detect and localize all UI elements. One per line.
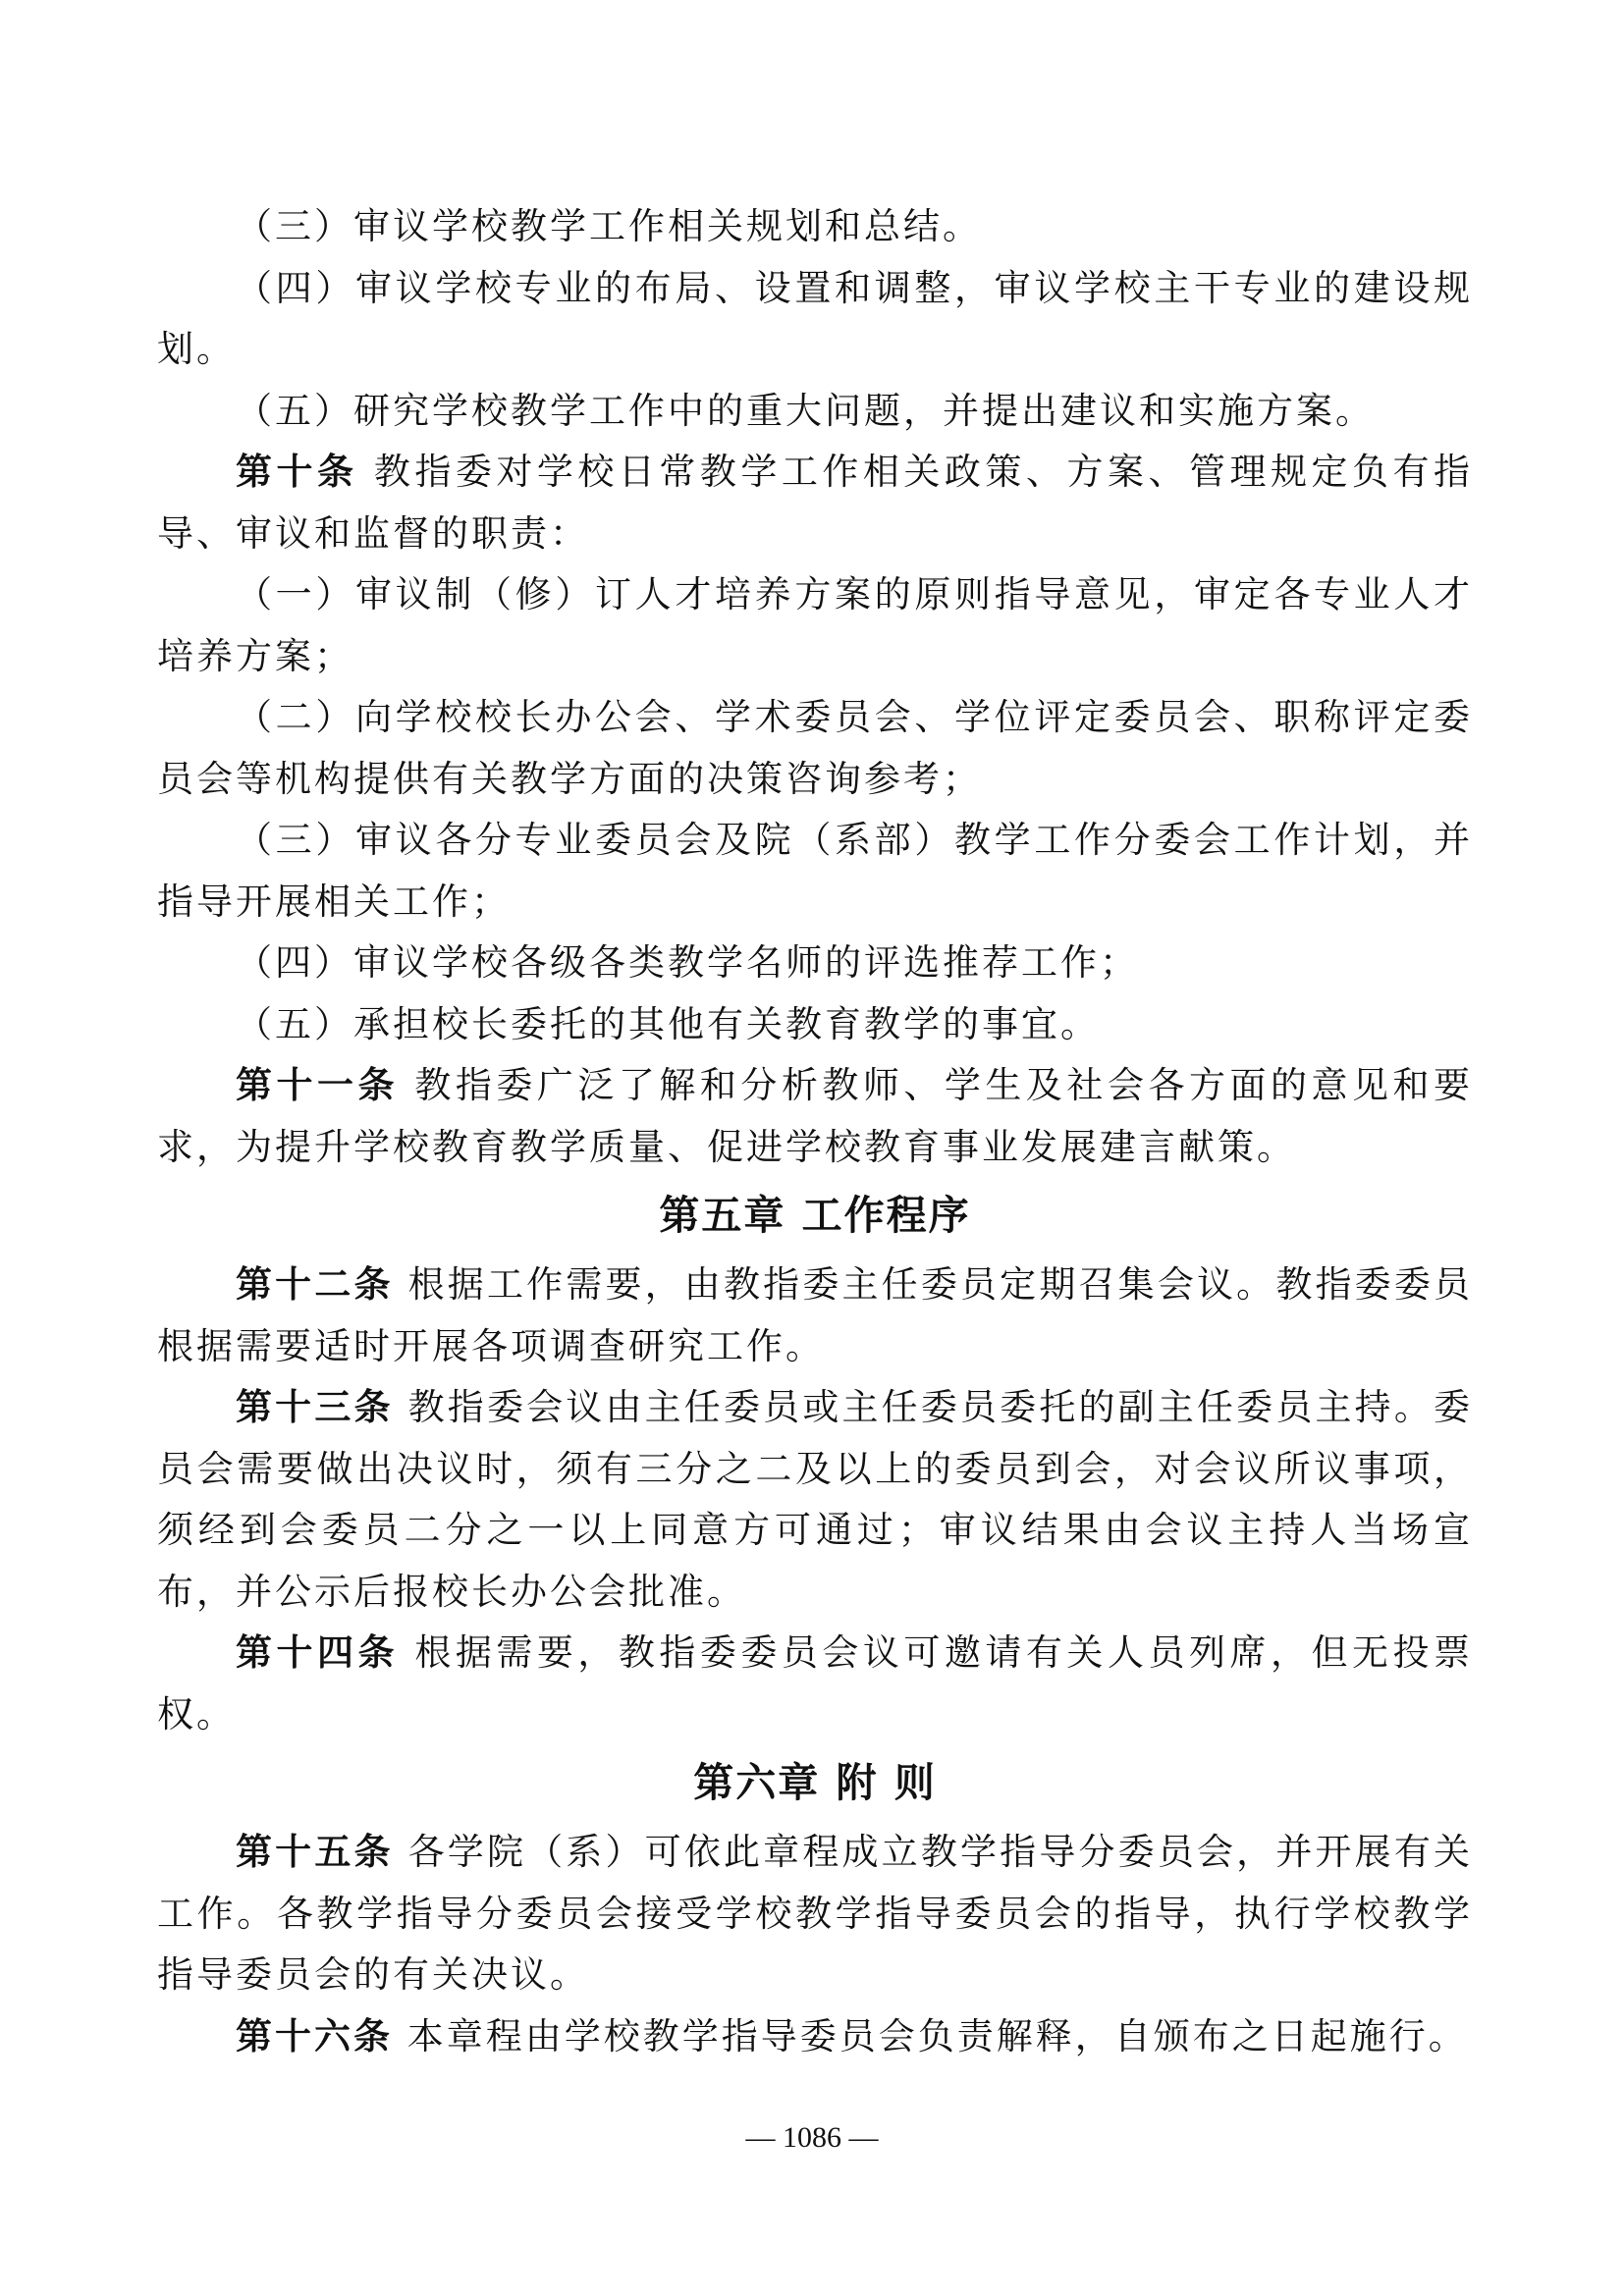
paragraph: （四）审议学校各级各类教学名师的评选推荐工作； <box>236 941 1139 984</box>
article-number: 第十五条 <box>236 1831 394 1873</box>
paragraph: （二）向学校校长办公会、学术委员会、学位评定委员会、职称评定委员会等机构提供有关教学方面的决策咨询参考； <box>157 696 1473 800</box>
paragraph: （五）承担校长委托的其他有关教育教学的事宜。 <box>236 1002 1100 1045</box>
article-14: 第十四条 根据需要，教指委委员会议可邀请有关人员列席，但无投票权。 <box>157 1631 1474 1735</box>
paragraph: （一）审议制（修）订人才培养方案的原则指导意见，审定各专业人才培养方案； <box>157 573 1473 677</box>
page-number: — 1086 — <box>745 2121 879 2154</box>
document-body <box>157 196 1473 2067</box>
article-15: 第十五条 各学院（系）可依此章程成立教学指导分委员会，并开展有关工作。各教学指导分委员会接受学校教学指导委员会的指导，执行学校教学指导委员会的有关决议。 <box>157 1831 1474 1996</box>
article-number: 第十一条 <box>236 1064 400 1106</box>
paragraph: （四）审议学校专业的布局、设置和调整，审议学校主干专业的建设规划。 <box>157 266 1473 370</box>
paragraph: （三）审议学校教学工作相关规划和总结。 <box>236 205 982 247</box>
chapter-heading: 第五章 工作程序 <box>659 1192 971 1239</box>
article-number: 第十六条 <box>236 2014 393 2057</box>
chapter-heading: 第六章 附 则 <box>693 1759 937 1806</box>
paragraph: （五）研究学校教学工作中的重大问题，并提出建议和实施方案。 <box>236 389 1375 432</box>
article-10: 第十条 教指委对学校日常教学工作相关政策、方案、管理规定负有指导、审议和监督的职责： <box>157 451 1474 555</box>
article-11: 第十一条 教指委广泛了解和分析教师、学生及社会各方面的意见和要求，为提升学校教育教学质量、促进学校教育事业发展建言献策。 <box>157 1064 1474 1168</box>
article-16: 第十六条 本章程由学校教学指导委员会负责解释，自颁布之日起施行。 <box>236 2014 1468 2057</box>
article-number: 第十三条 <box>236 1386 394 1428</box>
article-number: 第十四条 <box>236 1631 400 1674</box>
article-12: 第十二条 根据工作需要，由教指委主任委员定期召集会议。教指委委员根据需要适时开展各项调查研究工作。 <box>157 1263 1474 1367</box>
paragraph: （三）审议各分专业委员会及院（系部）教学工作分委会工作计划，并指导开展相关工作； <box>157 819 1473 923</box>
article-13: 第十三条 教指委会议由主任委员或主任委员委托的副主任委员主持。委员会需要做出决议时，须有三分之二及以上的委员到会，对会议所议事项，须经到会委员二分之一以上同意方可通过；审议结果由会议主持人当场宣布，并公示后报校长办公会批准。 <box>157 1386 1474 1613</box>
article-number: 第十条 <box>236 451 358 493</box>
article-number: 第十二条 <box>236 1263 394 1306</box>
